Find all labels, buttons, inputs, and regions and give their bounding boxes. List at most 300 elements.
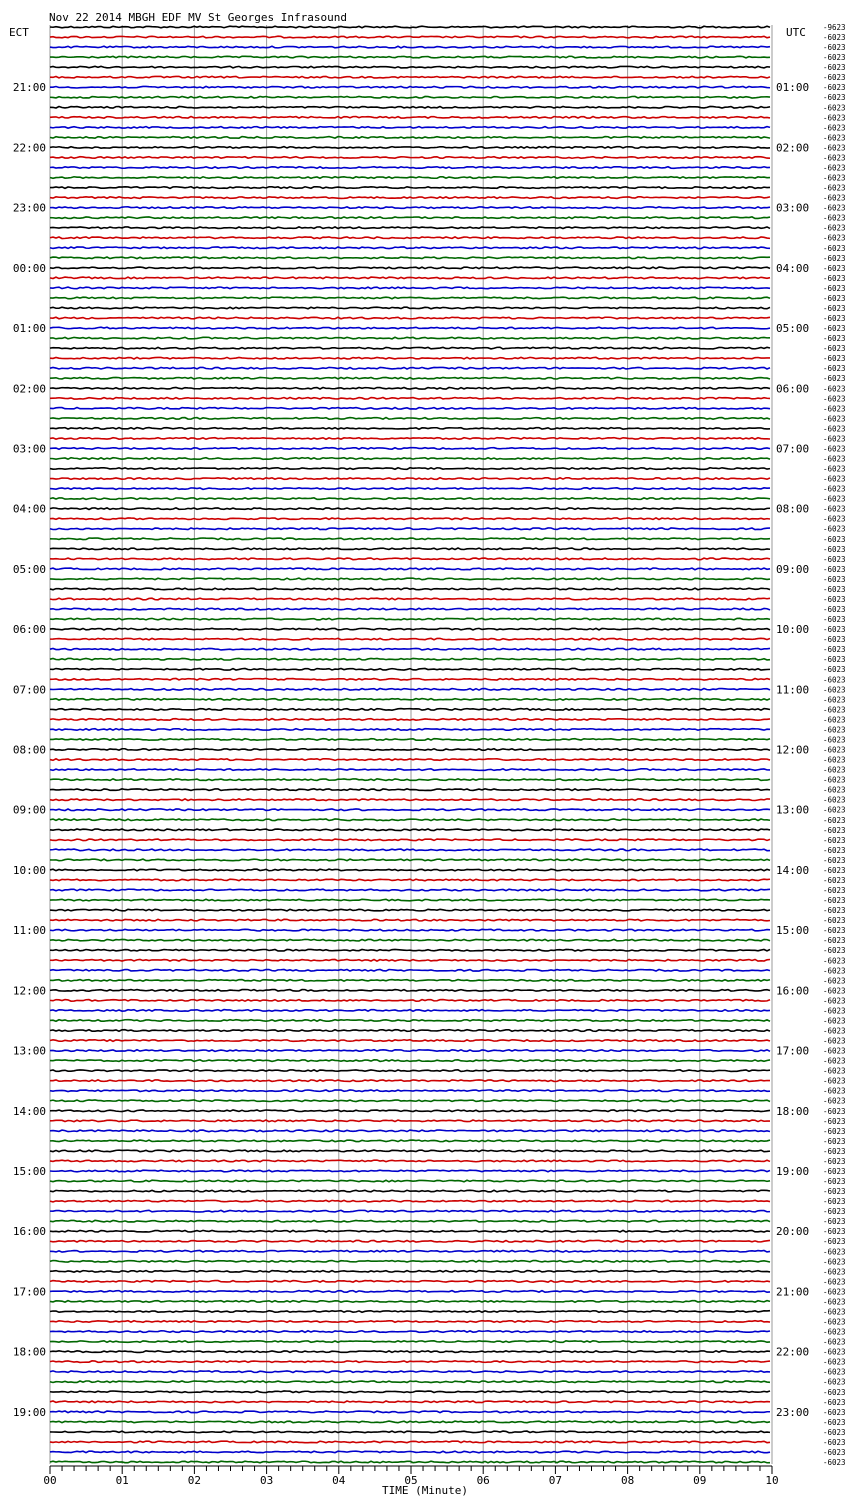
row-scale-label: -6023 <box>823 1427 846 1437</box>
trace-row <box>50 1030 770 1032</box>
row-scale-label: -6023 <box>823 474 846 484</box>
row-scale-label: -6023 <box>823 906 846 916</box>
trace-row <box>50 1250 770 1252</box>
x-tick-label: 00 <box>43 1474 57 1487</box>
row-scale-label: -6023 <box>823 685 846 695</box>
row-scale-label: -6023 <box>823 1177 846 1186</box>
row-scale-label: -6023 <box>823 1377 846 1387</box>
right-hour-label: 23:00 <box>776 1405 810 1419</box>
row-scale-label: -6023 <box>823 63 846 73</box>
trace-row <box>50 197 770 199</box>
trace-row <box>50 1070 770 1072</box>
row-scale-label: -6023 <box>823 1287 846 1297</box>
trace-row <box>50 638 770 640</box>
row-scale-label: -6023 <box>823 725 846 735</box>
trace-row <box>50 387 770 389</box>
trace-row <box>50 247 770 249</box>
right-hour-label: 08:00 <box>776 502 810 516</box>
trace-row <box>50 1040 770 1042</box>
row-scale-label: -6023 <box>823 374 846 384</box>
chart-title: Nov 22 2014 MBGH EDF MV St Georges Infrasound <box>49 11 348 24</box>
row-scale-label: -6023 <box>823 1187 846 1197</box>
trace-row <box>50 648 770 650</box>
trace-row <box>50 1331 770 1333</box>
trace-row <box>50 307 770 309</box>
row-scale-label: -6023 <box>823 424 846 434</box>
trace-row <box>50 86 770 88</box>
row-scale-label: -6023 <box>823 1407 846 1417</box>
trace-row <box>50 1341 770 1343</box>
trace-row <box>50 779 770 781</box>
left-hour-label: 21:00 <box>12 81 46 95</box>
right-hour-labels <box>776 81 809 1419</box>
trace-row <box>50 1361 770 1363</box>
trace-row <box>50 980 770 982</box>
row-scale-label: -6023 <box>823 1327 846 1337</box>
row-scale-label: -6023 <box>823 253 846 263</box>
row-scale-label: -6023 <box>823 364 846 374</box>
row-scale-label: -6023 <box>823 213 846 223</box>
trace-row <box>50 1050 770 1052</box>
right-hour-label: 22:00 <box>776 1345 810 1359</box>
left-hour-label: 12:00 <box>12 984 46 998</box>
row-scale-label: -6023 <box>823 534 846 544</box>
trace-row <box>50 729 770 731</box>
trace-row <box>50 428 770 430</box>
trace-row <box>50 879 770 881</box>
row-scale-label: -6023 <box>823 103 846 113</box>
trace-row <box>50 558 770 560</box>
row-scale-label: -6023 <box>823 1146 846 1156</box>
row-scale-label: -6023 <box>823 735 846 745</box>
right-hour-label: 13:00 <box>776 803 810 817</box>
x-tick-label: 03 <box>259 1474 274 1487</box>
row-scale-label: -6023 <box>823 1036 846 1046</box>
left-hour-label: 17:00 <box>12 1285 46 1299</box>
trace-row <box>50 227 770 229</box>
right-hour-label: 15:00 <box>776 924 810 938</box>
row-scale-label: -6023 <box>823 946 846 956</box>
row-scale-label: -6023 <box>823 1207 846 1217</box>
trace-row <box>50 1010 770 1012</box>
trace-row <box>50 1000 770 1002</box>
row-scale-label: -6023 <box>823 585 846 594</box>
left-hour-label: 13:00 <box>12 1044 46 1058</box>
trace-row <box>50 1421 770 1423</box>
trace-row <box>50 1200 770 1202</box>
row-scale-labels <box>823 23 846 1467</box>
row-scale-label: -6023 <box>823 1277 846 1287</box>
left-hour-label: 14:00 <box>12 1104 46 1118</box>
right-hour-label: 03:00 <box>776 201 810 215</box>
row-scale-label: -6023 <box>823 1458 846 1467</box>
trace-row <box>50 26 770 28</box>
row-scale-label: -6023 <box>823 273 846 283</box>
row-scale-label: -6023 <box>823 886 846 895</box>
x-tick-label: 06 <box>476 1474 490 1487</box>
row-scale-label: -6023 <box>823 504 846 514</box>
trace-rows <box>50 26 770 1463</box>
row-scale-label: -6023 <box>823 655 846 665</box>
row-scale-label: -6023 <box>823 876 846 885</box>
row-scale-label: -6023 <box>823 163 846 173</box>
trace-row <box>50 689 770 691</box>
trace-row <box>50 789 770 791</box>
left-hour-label: 03:00 <box>12 442 46 456</box>
trace-row <box>50 658 770 660</box>
row-scale-label: -6023 <box>823 1237 846 1247</box>
row-scale-label: -6023 <box>823 1347 846 1357</box>
trace-row <box>50 839 770 841</box>
trace-row <box>50 1060 770 1062</box>
row-scale-label: -6023 <box>823 243 846 253</box>
left-hour-label: 01:00 <box>12 322 46 335</box>
trace-row <box>50 237 770 239</box>
row-scale-label: -6023 <box>823 926 846 936</box>
row-scale-label: -6023 <box>823 404 846 414</box>
left-timezone-label: ECT <box>9 26 29 39</box>
trace-row <box>50 929 770 931</box>
left-hour-label: 08:00 <box>12 743 46 757</box>
trace-row <box>50 568 770 570</box>
row-scale-label: -6023 <box>823 394 846 404</box>
row-scale-label: -6023 <box>823 1136 846 1146</box>
trace-row <box>50 408 770 410</box>
row-scale-label: -6023 <box>823 645 846 655</box>
row-scale-label: -6023 <box>823 1086 846 1096</box>
trace-row <box>50 357 770 359</box>
trace-row <box>50 1411 770 1413</box>
trace-row <box>50 1120 770 1122</box>
row-scale-label: -6023 <box>823 283 846 293</box>
x-tick-label: 08 <box>620 1474 635 1487</box>
trace-row <box>50 1160 770 1162</box>
trace-row <box>50 1351 770 1353</box>
trace-row <box>50 327 770 329</box>
row-scale-label: -6023 <box>823 554 846 564</box>
x-tick-label: 04 <box>332 1474 346 1487</box>
row-scale-label: -6023 <box>823 1197 846 1207</box>
left-hour-label: 16:00 <box>12 1225 46 1239</box>
trace-row <box>50 668 770 670</box>
trace-row <box>50 628 770 630</box>
row-scale-label: -9623 <box>823 23 846 32</box>
row-scale-label: -6023 <box>823 233 846 243</box>
trace-row <box>50 1130 770 1132</box>
trace-row <box>50 1321 770 1323</box>
row-scale-label: -6023 <box>823 695 846 705</box>
row-scale-label: -6023 <box>823 855 846 865</box>
x-tick-label: 10 <box>765 1474 779 1487</box>
row-scale-label: -6023 <box>823 263 846 273</box>
row-scale-label: -6023 <box>823 304 846 313</box>
trace-row <box>50 1261 770 1263</box>
trace-row <box>50 458 770 460</box>
row-scale-label: -6023 <box>823 153 846 163</box>
trace-row <box>50 849 770 851</box>
row-scale-label: -6023 <box>823 1357 846 1367</box>
row-scale-label: -6023 <box>823 1026 846 1036</box>
trace-row <box>50 1180 770 1182</box>
trace-row <box>50 518 770 520</box>
right-hour-label: 07:00 <box>776 442 810 456</box>
trace-row <box>50 889 770 891</box>
row-scale-label: -6023 <box>823 73 846 83</box>
x-tick-label: 09 <box>693 1474 707 1487</box>
trace-row <box>50 187 770 189</box>
row-scale-label: -6023 <box>823 414 846 424</box>
row-scale-label: -6023 <box>823 123 846 133</box>
trace-row <box>50 990 770 992</box>
trace-row <box>50 1210 770 1212</box>
row-scale-label: -6023 <box>823 665 846 675</box>
row-scale-label: -6023 <box>823 1367 846 1377</box>
row-scale-label: -6023 <box>823 324 846 333</box>
right-hour-label: 04:00 <box>776 261 810 275</box>
row-scale-label: -6023 <box>823 223 846 233</box>
trace-row <box>50 1391 770 1393</box>
right-hour-label: 12:00 <box>776 743 810 757</box>
trace-row <box>50 799 770 801</box>
trace-row <box>50 919 770 921</box>
row-scale-label: -6023 <box>823 1066 846 1076</box>
trace-row <box>50 1451 770 1453</box>
trace-row <box>50 1190 770 1192</box>
row-scale-label: -6023 <box>823 936 846 946</box>
row-scale-label: -6023 <box>823 976 846 986</box>
trace-row <box>50 1170 770 1172</box>
right-hour-label: 20:00 <box>776 1225 810 1239</box>
row-scale-label: -6023 <box>823 484 846 494</box>
row-scale-label: -6023 <box>823 1247 846 1257</box>
row-scale-label: -6023 <box>823 635 846 645</box>
row-scale-label: -6023 <box>823 705 846 715</box>
row-scale-label: -6023 <box>823 1096 846 1106</box>
trace-row <box>50 46 770 48</box>
trace-row <box>50 438 770 440</box>
right-hour-label: 01:00 <box>776 81 810 95</box>
trace-row <box>50 36 770 38</box>
row-scale-label: -6023 <box>823 143 846 153</box>
row-scale-label: -6023 <box>823 53 846 63</box>
left-hour-label: 15:00 <box>12 1165 46 1178</box>
trace-row <box>50 147 770 149</box>
trace-row <box>50 869 770 871</box>
trace-row <box>50 939 770 941</box>
right-timezone-label: UTC <box>786 26 806 39</box>
trace-row <box>50 949 770 951</box>
row-scale-label: -6023 <box>823 1417 846 1427</box>
left-hour-label: 22:00 <box>12 141 46 155</box>
trace-row <box>50 709 770 711</box>
row-scale-label: -6023 <box>823 1157 846 1166</box>
trace-row <box>50 398 770 400</box>
left-hour-label: 04:00 <box>12 502 46 516</box>
row-scale-label: -6023 <box>823 564 846 574</box>
right-hour-label: 21:00 <box>776 1285 810 1299</box>
left-hour-label: 02:00 <box>12 382 46 396</box>
trace-row <box>50 1240 770 1242</box>
trace-row <box>50 157 770 159</box>
row-scale-label: -6023 <box>823 605 846 614</box>
trace-row <box>50 106 770 108</box>
left-hour-label: 19:00 <box>12 1405 46 1419</box>
trace-row <box>50 1281 770 1283</box>
trace-row <box>50 548 770 550</box>
trace-row <box>50 1100 770 1102</box>
row-scale-label: -6023 <box>823 193 846 203</box>
trace-row <box>50 769 770 771</box>
row-scale-label: -6023 <box>823 775 846 785</box>
row-scale-label: -6023 <box>823 865 846 875</box>
right-hour-label: 09:00 <box>776 562 810 576</box>
minute-gridlines <box>50 25 772 1464</box>
left-hour-label: 11:00 <box>12 924 46 938</box>
trace-row <box>50 909 770 911</box>
trace-row <box>50 1461 770 1463</box>
trace-row <box>50 337 770 339</box>
row-scale-label: -6023 <box>823 1227 846 1237</box>
trace-row <box>50 96 770 98</box>
row-scale-label: -6023 <box>823 1267 846 1277</box>
row-scale-label: -6023 <box>823 595 846 604</box>
row-scale-label: -6023 <box>823 544 846 554</box>
trace-row <box>50 1431 770 1433</box>
row-scale-label: -6023 <box>823 344 846 354</box>
trace-row <box>50 618 770 620</box>
right-hour-label: 06:00 <box>776 382 810 396</box>
trace-row <box>50 167 770 169</box>
trace-row <box>50 699 770 701</box>
row-scale-label: -6023 <box>823 444 846 454</box>
right-hour-label: 05:00 <box>776 322 810 335</box>
right-hour-label: 10:00 <box>776 623 810 637</box>
row-scale-label: -6023 <box>823 434 846 444</box>
trace-row <box>50 678 770 680</box>
trace-row <box>50 1220 770 1222</box>
trace-row <box>50 277 770 279</box>
trace-row <box>50 76 770 78</box>
row-scale-label: -6023 <box>823 1217 846 1227</box>
trace-row <box>50 829 770 831</box>
left-hour-label: 05:00 <box>12 562 46 576</box>
x-tick-label: 01 <box>115 1474 129 1487</box>
trace-row <box>50 899 770 901</box>
trace-row <box>50 217 770 219</box>
row-scale-label: -6023 <box>823 113 846 123</box>
trace-row <box>50 608 770 610</box>
trace-row <box>50 1271 770 1273</box>
row-scale-label: -6023 <box>823 1006 846 1016</box>
right-hour-label: 18:00 <box>776 1104 810 1118</box>
left-hour-labels <box>13 81 46 1419</box>
right-hour-label: 19:00 <box>776 1165 810 1178</box>
x-tick-label: 07 <box>548 1474 563 1487</box>
trace-row <box>50 66 770 68</box>
trace-row <box>50 859 770 861</box>
trace-row <box>50 267 770 269</box>
row-scale-label: -6023 <box>823 1116 846 1126</box>
row-scale-label: -6023 <box>823 293 846 303</box>
trace-row <box>50 538 770 540</box>
row-scale-label: -6023 <box>823 625 846 635</box>
row-scale-label: -6023 <box>823 454 846 464</box>
trace-row <box>50 177 770 179</box>
trace-row <box>50 1381 770 1383</box>
row-scale-label: -6023 <box>823 1167 846 1176</box>
right-hour-label: 16:00 <box>776 984 810 998</box>
trace-row <box>50 1291 770 1293</box>
trace-row <box>50 448 770 450</box>
trace-row <box>50 1150 770 1152</box>
row-scale-label: -6023 <box>823 183 846 193</box>
left-hour-label: 10:00 <box>12 863 46 877</box>
row-scale-label: -6023 <box>823 33 846 42</box>
row-scale-label: -6023 <box>823 1397 846 1407</box>
trace-row <box>50 739 770 741</box>
row-scale-label: -6023 <box>823 996 846 1006</box>
trace-row <box>50 598 770 600</box>
row-scale-label: -6023 <box>823 1317 846 1327</box>
trace-row <box>50 1140 770 1142</box>
trace-row <box>50 1020 770 1022</box>
row-scale-label: -6023 <box>823 1106 846 1116</box>
row-scale-label: -6023 <box>823 83 846 93</box>
trace-row <box>50 56 770 58</box>
row-scale-label: -6023 <box>823 845 846 855</box>
row-scale-label: -6023 <box>823 835 846 845</box>
row-scale-label: -6023 <box>823 354 846 364</box>
trace-row <box>50 819 770 821</box>
row-scale-label: -6023 <box>823 93 846 103</box>
row-scale-label: -6023 <box>823 765 846 775</box>
trace-row <box>50 1401 770 1403</box>
row-scale-label: -6023 <box>823 334 846 344</box>
right-hour-label: 02:00 <box>776 141 810 155</box>
trace-row <box>50 759 770 761</box>
row-scale-label: -6023 <box>823 986 846 996</box>
trace-row <box>50 207 770 209</box>
row-scale-label: -6023 <box>823 745 846 755</box>
x-axis-title: TIME (Minute) <box>381 1484 469 1497</box>
row-scale-label: -6023 <box>823 1076 846 1086</box>
row-scale-label: -6023 <box>823 173 846 183</box>
trace-row <box>50 287 770 289</box>
row-scale-label: -6023 <box>823 1056 846 1066</box>
row-scale-label: -6023 <box>823 1257 846 1267</box>
row-scale-label: -6023 <box>823 825 846 835</box>
trace-row <box>50 347 770 349</box>
left-hour-label: 06:00 <box>12 623 46 637</box>
row-scale-label: -6023 <box>823 1437 846 1447</box>
row-scale-label: -6023 <box>823 815 846 825</box>
row-scale-label: -6023 <box>823 675 846 685</box>
row-scale-label: -6023 <box>823 314 846 323</box>
row-scale-label: -6023 <box>823 785 846 795</box>
row-scale-label: -6023 <box>823 384 846 394</box>
right-hour-label: 17:00 <box>776 1044 810 1058</box>
trace-row <box>50 418 770 420</box>
trace-row <box>50 367 770 369</box>
trace-row <box>50 468 770 470</box>
row-scale-label: -6023 <box>823 1307 846 1317</box>
right-hour-label: 11:00 <box>776 683 810 697</box>
trace-row <box>50 297 770 299</box>
trace-row <box>50 1441 770 1443</box>
trace-row <box>50 377 770 379</box>
row-scale-label: -6023 <box>823 805 846 815</box>
left-hour-label: 18:00 <box>12 1345 46 1359</box>
